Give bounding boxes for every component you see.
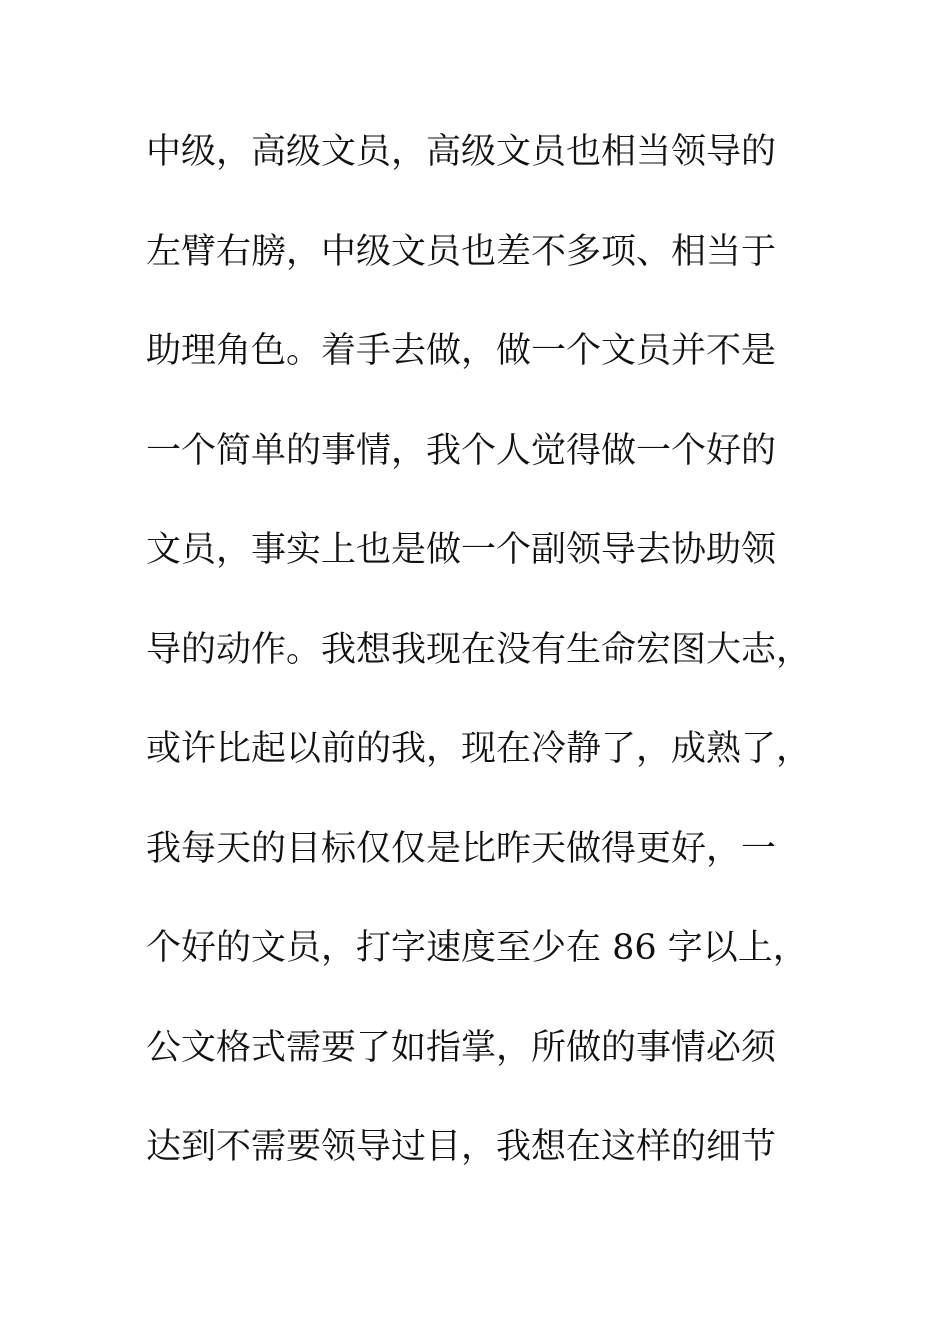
text-line: 中级，高级文员，高级文员也相当领导的 xyxy=(146,132,777,172)
text-line: 左臂右膀，中级文员也差不多项、相当于 xyxy=(146,231,777,272)
text-line: 一个简单的事情，我个人觉得做一个好的 xyxy=(146,430,777,471)
text-line: 我每天的目标仅仅是比昨天做得更好，一 xyxy=(146,828,777,869)
text-line: 助理角色。着手去做，做一个文员并不是 xyxy=(146,331,777,371)
text-line: 个好的文员，打字速度至少在 86 字以上， xyxy=(146,928,808,968)
text-line: 公文格式需要了如指掌，所做的事情必须 xyxy=(146,1027,777,1068)
text-line: 文员，事实上也是做一个副领导去协助领 xyxy=(146,530,777,570)
text-line: 导的动作。我想我现在没有生命宏图大志， xyxy=(146,629,812,670)
text-line: 达到不需要领导过目，我想在这样的细节 xyxy=(146,1127,777,1167)
text-line: 或许比起以前的我，现在冷静了，成熟了， xyxy=(146,729,812,769)
body-text xyxy=(146,126,826,1221)
